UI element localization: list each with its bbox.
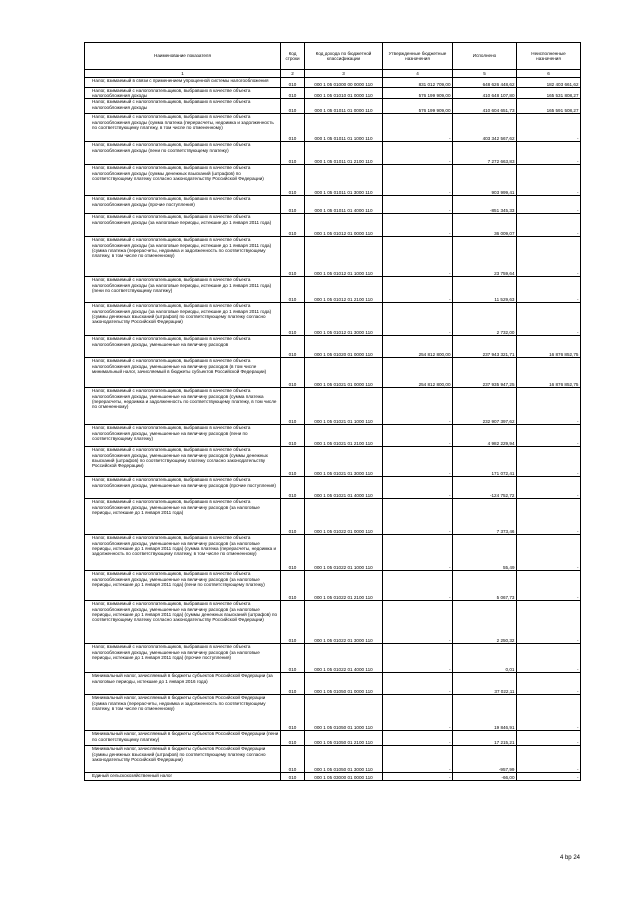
column-number: 6 [517,70,581,78]
row-code-cell: 010 [281,571,305,601]
table-row [85,88,581,99]
row-approved-cell: - [383,731,453,746]
row-approved-cell: - [383,196,453,214]
table-row [85,358,581,388]
row-kbk-cell: 000 1 05 01012 01 2100 110 [305,277,383,303]
table-row [85,303,581,336]
row-approved-cell: - [383,303,453,336]
row-name-cell: Налог, взимаемый с налогоплательщиков, выбравших в качестве объекта налогообложения доходы, уменьшенные на величину расходов (за налоговые периоды, истекшие до 1 января 2011 года) (суммы денежных взысканий (штрафов) по соответствующему платежу согласно законодательству Российской Федерации) [85,601,281,644]
row-unexecuted-cell: - [517,499,581,535]
row-name-cell: Налог, взимаемый с налогоплательщиков, выбравших в качестве объекта налогообложения доходы (за налоговые периоды, истекшие до 1 января 2011 года) (сумма платежа (перерасчеты, недоимка и задолженность по соответствующему платежу, в том числе по отмененному) [85,237,281,277]
row-unexecuted-cell: 16 876 852,75 [517,358,581,388]
row-name-cell: Минимальный налог, зачисляемый в бюджеты субъектов Российской Федерации (сумма платежа (перерасчеты, недоимка и задолженность по соответствующему платежу, в том числе по отмененному) [85,695,281,731]
row-approved-cell: 831 012 709,00 [383,78,453,88]
table-row [85,277,581,303]
row-unexecuted-cell: - [517,731,581,746]
report-sheet [84,42,580,781]
row-unexecuted-cell: 16 876 852,75 [517,336,581,358]
table-row [85,237,581,277]
row-approved-cell: 254 812 800,00 [383,358,453,388]
row-executed-cell: -124 752,72 [453,477,517,499]
row-unexecuted-cell: - [517,601,581,644]
row-code-cell: 010 [281,731,305,746]
row-name-cell: Налог, взимаемый в связи с применением упрощенной системы налогообложения [85,78,281,88]
row-approved-cell: 576 199 909,00 [383,88,453,99]
table-row [85,731,581,746]
row-unexecuted-cell: - [517,773,581,781]
row-unexecuted-cell: - [517,142,581,165]
column-number: 1 [85,70,281,78]
row-executed-cell: 2 250,32 [453,601,517,644]
row-kbk-cell: 000 1 05 01050 01 0000 110 [305,673,383,695]
table-row [85,165,581,196]
table-row [85,746,581,773]
row-unexecuted-cell: - [517,114,581,142]
table-row [85,447,581,477]
row-approved-cell: - [383,447,453,477]
row-executed-cell: 232 907 397,62 [453,388,517,425]
row-unexecuted-cell: - [517,196,581,214]
row-name-cell: Налог, взимаемый с налогоплательщиков, выбравших в качестве объекта налогообложения доходы, уменьшенные на величину расходов (пени по соответствующему платежу) [85,425,281,447]
row-code-cell: 010 [281,673,305,695]
row-name-cell: Налог, взимаемый с налогоплательщиков, выбравших в качестве объекта налогообложения доходы (сумма платежа (перерасчеты, недоимка и задолженность по соответствующему платежу, в том числе по отмененному) [85,114,281,142]
row-code-cell: 010 [281,214,305,237]
column-number: 4 [383,70,453,78]
row-code-cell: 010 [281,695,305,731]
row-executed-cell: 17 215,21 [453,731,517,746]
row-code-cell: 010 [281,142,305,165]
row-executed-cell: 0,01 [453,644,517,673]
row-code-cell: 010 [281,535,305,571]
row-name-cell: Налог, взимаемый с налогоплательщиков, выбравших в качестве объекта налогообложения доходы (прочие поступления) [85,196,281,214]
row-kbk-cell: 000 1 05 01021 01 3000 110 [305,447,383,477]
row-approved-cell: - [383,277,453,303]
row-name-cell: Единый сельскохозяйственный налог [85,773,281,781]
row-code-cell: 010 [281,99,305,114]
row-code-cell: 010 [281,277,305,303]
row-kbk-cell: 000 1 05 01011 01 1000 110 [305,114,383,142]
row-approved-cell: - [383,746,453,773]
row-unexecuted-cell: 182 403 661,62 [517,78,581,88]
row-approved-cell: - [383,142,453,165]
row-executed-cell: 7 272 663,83 [453,142,517,165]
table-row [85,99,581,114]
row-kbk-cell: 000 1 05 01050 01 2100 110 [305,731,383,746]
row-kbk-cell: 000 1 05 01011 01 2100 110 [305,142,383,165]
row-code-cell: 010 [281,477,305,499]
row-unexecuted-cell: - [517,425,581,447]
row-executed-cell: 903 999,41 [453,165,517,196]
row-unexecuted-cell: - [517,644,581,673]
row-code-cell: 010 [281,425,305,447]
row-code-cell: 010 [281,644,305,673]
row-kbk-cell: 000 1 05 01012 01 1000 110 [305,237,383,277]
row-code-cell: 010 [281,336,305,358]
row-approved-cell: - [383,214,453,237]
row-kbk-cell: 000 1 05 01050 01 3000 110 [305,746,383,773]
row-executed-cell: 171 072,41 [453,447,517,477]
row-kbk-cell: 000 1 05 01012 01 3000 110 [305,303,383,336]
table-row [85,78,581,88]
column-number-row [85,70,581,78]
table-row [85,214,581,237]
row-approved-cell: - [383,695,453,731]
row-kbk-cell: 000 1 05 01022 01 3000 110 [305,601,383,644]
table-row [85,773,581,781]
row-name-cell: Налог, взимаемый с налогоплательщиков, выбравших в качестве объекта налогообложения доходы (суммы денежных взысканий (штрафов) по соответствующему платежу согласно законодательству Российской Федерации) [85,165,281,196]
table-row [85,477,581,499]
row-approved-cell: - [383,601,453,644]
row-executed-cell: -957,99 [453,746,517,773]
row-kbk-cell: 000 1 05 01021 01 0000 110 [305,358,383,388]
row-name-cell: Минимальный налог, зачисляемый в бюджеты субъектов Российской Федерации (суммы денежных взысканий (штрафов) по соответствующему платежу согласно законодательству Российской Федерации) [85,746,281,773]
table-row [85,425,581,447]
row-unexecuted-cell: - [517,695,581,731]
row-unexecuted-cell: - [517,303,581,336]
table-row [85,142,581,165]
row-name-cell: Налог, взимаемый с налогоплательщиков, выбравших в качестве объекта налогообложения доходы (за налоговые периоды, истекшие до 1 января 2011 года) (пени по соответствующему платежу) [85,277,281,303]
row-kbk-cell: 000 1 05 01021 01 1000 110 [305,388,383,425]
row-kbk-cell: 000 1 05 01022 01 0000 110 [305,499,383,535]
row-code-cell: 010 [281,499,305,535]
table-row [85,673,581,695]
income-table [84,42,581,781]
row-kbk-cell: 000 1 05 01011 01 0000 110 [305,99,383,114]
row-kbk-cell: 000 1 05 01022 01 1000 110 [305,535,383,571]
row-executed-cell: 2 732,00 [453,303,517,336]
row-executed-cell: 19 846,91 [453,695,517,731]
table-row [85,114,581,142]
row-name-cell: Налог, взимаемый с налогоплательщиков, выбравших в качестве объекта налогообложения доходы [85,88,281,99]
row-kbk-cell: 000 1 05 01011 01 4000 110 [305,196,383,214]
table-row [85,644,581,673]
row-name-cell: Налог, взимаемый с налогоплательщиков, выбравших в качестве объекта налогообложения доходы (за налоговые периоды, истекшие до 1 января 2011 года) (суммы денежных взысканий (штрафов) по соответствующему платежу согласно законодательству Российской Федерации) [85,303,281,336]
row-unexecuted-cell: 165 531 808,27 [517,88,581,99]
table-row [85,336,581,358]
row-kbk-cell: 000 1 05 01010 01 0000 110 [305,88,383,99]
table-row [85,499,581,535]
header-executed: Исполнено [453,43,517,70]
row-approved-cell: - [383,644,453,673]
row-name-cell: Налог, взимаемый с налогоплательщиков, выбравших в качестве объекта налогообложения доходы, уменьшенные на величину расходов (прочие поступления) [85,477,281,499]
row-unexecuted-cell: - [517,237,581,277]
row-approved-cell: - [383,237,453,277]
page-number: 4 bp 24 [559,855,580,861]
header-kbk: Код дохода по бюджетной классификации [305,43,383,70]
row-executed-cell: 23 759,64 [453,237,517,277]
row-approved-cell: - [383,114,453,142]
row-executed-cell: -66,00 [453,773,517,781]
row-name-cell: Налог, взимаемый с налогоплательщиков, выбравших в качестве объекта налогообложения доходы, уменьшенные на величину расходов (за налоговые периоды, истекшие до 1 января 2011 года) [85,499,281,535]
row-kbk-cell: 000 1 05 01021 01 4000 110 [305,477,383,499]
row-approved-cell: 576 199 909,00 [383,99,453,114]
row-unexecuted-cell: - [517,447,581,477]
row-code-cell: 010 [281,447,305,477]
row-name-cell: Налог, взимаемый с налогоплательщиков, выбравших в качестве объекта налогообложения доходы (за налоговые периоды, истекшие до 1 января 2011 года) [85,214,281,237]
row-executed-cell: 410 648 107,80 [453,88,517,99]
row-name-cell: Налог, взимаемый с налогоплательщиков, выбравших в качестве объекта налогообложения доходы, уменьшенные на величину расходов (в том числе минимальный налог, зачисляемый в бюджеты субъектов Российской Федерации) [85,358,281,388]
row-kbk-cell: 000 1 05 01022 01 4000 110 [305,644,383,673]
table-body [85,78,581,781]
row-approved-cell: - [383,477,453,499]
row-unexecuted-cell: - [517,388,581,425]
header-name: Наименование показателя [85,43,281,70]
row-unexecuted-cell: 165 591 508,27 [517,99,581,114]
row-name-cell: Минимальный налог, зачисляемый в бюджеты субъектов Российской Федерации (пени по соответствующему платежу) [85,731,281,746]
row-executed-cell: 5 067,73 [453,571,517,601]
row-name-cell: Налог, взимаемый с налогоплательщиков, выбравших в качестве объекта налогообложения доходы, уменьшенные на величину расходов (сумма платежа (перерасчеты, недоимка и задолженность по соответствующему платежу, в том числе по отмененному) [85,388,281,425]
row-code-cell: 010 [281,237,305,277]
table-row [85,535,581,571]
row-executed-cell: 410 604 651,73 [453,99,517,114]
row-kbk-cell: 000 1 05 01012 01 0000 110 [305,214,383,237]
header-row [85,43,581,70]
row-executed-cell: 648 626 448,62 [453,78,517,88]
header-unexecuted: Неисполненные назначения [517,43,581,70]
column-number: 5 [453,70,517,78]
row-code-cell: 010 [281,303,305,336]
row-kbk-cell: 000 1 05 01000 00 0000 110 [305,78,383,88]
row-kbk-cell: 000 1 05 01050 01 1000 110 [305,695,383,731]
row-name-cell: Налог, взимаемый с налогоплательщиков, выбравших в качестве объекта налогообложения доходы, уменьшенные на величину расходов (за налоговые периоды, истекшие до 1 января 2011 года) (прочие поступления) [85,644,281,673]
table-row [85,601,581,644]
row-name-cell: Минимальный налог, зачисляемый в бюджеты субъектов Российской Федерации (за налоговые периоды, истекшие до 1 января 2016 года) [85,673,281,695]
table-row [85,571,581,601]
row-approved-cell: 254 812 800,00 [383,336,453,358]
row-executed-cell: 55,49 [453,535,517,571]
table-row [85,388,581,425]
row-code-cell: 010 [281,165,305,196]
row-approved-cell: - [383,535,453,571]
row-code-cell: 010 [281,196,305,214]
row-executed-cell: 4 982 229,94 [453,425,517,447]
row-approved-cell: - [383,571,453,601]
row-kbk-cell: 000 1 05 01021 01 2100 110 [305,425,383,447]
row-executed-cell: -851 345,33 [453,196,517,214]
row-kbk-cell: 000 1 05 01011 01 3000 110 [305,165,383,196]
row-code-cell: 010 [281,88,305,99]
row-code-cell: 010 [281,773,305,781]
header-code: Код строки [281,43,305,70]
row-executed-cell: 7 373,46 [453,499,517,535]
row-name-cell: Налог, взимаемый с налогоплательщиков, выбравших в качестве объекта налогообложения доходы, уменьшенные на величину расходов [85,336,281,358]
row-executed-cell: 237 935 947,25 [453,358,517,388]
row-code-cell: 010 [281,114,305,142]
row-kbk-cell: 000 1 05 03000 01 0000 110 [305,773,383,781]
row-unexecuted-cell: - [517,214,581,237]
row-code-cell: 010 [281,388,305,425]
row-name-cell: Налог, взимаемый с налогоплательщиков, выбравших в качестве объекта налогообложения доходы [85,99,281,114]
column-number: 3 [305,70,383,78]
row-name-cell: Налог, взимаемый с налогоплательщиков, выбравших в качестве объекта налогообложения доходы, уменьшенные на величину расходов (за налоговые периоды, истекшие до 1 января 2011 года) (пени по соответствующему платежу) [85,571,281,601]
row-kbk-cell: 000 1 05 01020 01 0000 110 [305,336,383,358]
row-approved-cell: - [383,499,453,535]
header-approved: Утвержденные бюджетные назначения [383,43,453,70]
row-executed-cell: 11 529,63 [453,277,517,303]
row-approved-cell: - [383,388,453,425]
row-executed-cell: 37 022,11 [453,673,517,695]
row-name-cell: Налог, взимаемый с налогоплательщиков, выбравших в качестве объекта налогообложения доходы, уменьшенные на величину расходов (за налоговые периоды, истекшие до 1 января 2011 года) (сумма платежа (перерасчеты, недоимка и задолженность по соответствующему платежу, в том числе по отмененному) [85,535,281,571]
row-kbk-cell: 000 1 05 01022 01 2100 110 [305,571,383,601]
row-unexecuted-cell: - [517,477,581,499]
row-executed-cell: 36 009,07 [453,214,517,237]
row-code-cell: 010 [281,601,305,644]
row-executed-cell: 403 342 567,62 [453,114,517,142]
row-approved-cell: - [383,673,453,695]
table-row [85,695,581,731]
row-unexecuted-cell: - [517,571,581,601]
table-row [85,196,581,214]
row-executed-cell: 237 943 321,71 [453,336,517,358]
row-unexecuted-cell: - [517,277,581,303]
row-code-cell: 010 [281,746,305,773]
row-name-cell: Налог, взимаемый с налогоплательщиков, выбравших в качестве объекта налогообложения доходы, уменьшенные на величину расходов (суммы денежных взысканий (штрафов) по соответствующему платежу согласно законодательству Российской Федерации) [85,447,281,477]
row-unexecuted-cell: - [517,673,581,695]
row-unexecuted-cell: - [517,746,581,773]
row-code-cell: 010 [281,78,305,88]
row-name-cell: Налог, взимаемый с налогоплательщиков, выбравших в качестве объекта налогообложения доходы (пени по соответствующему платежу) [85,142,281,165]
row-code-cell: 010 [281,358,305,388]
row-approved-cell: - [383,165,453,196]
row-approved-cell: - [383,425,453,447]
row-unexecuted-cell: - [517,165,581,196]
row-approved-cell: - [383,773,453,781]
column-number: 2 [281,70,305,78]
row-unexecuted-cell: - [517,535,581,571]
